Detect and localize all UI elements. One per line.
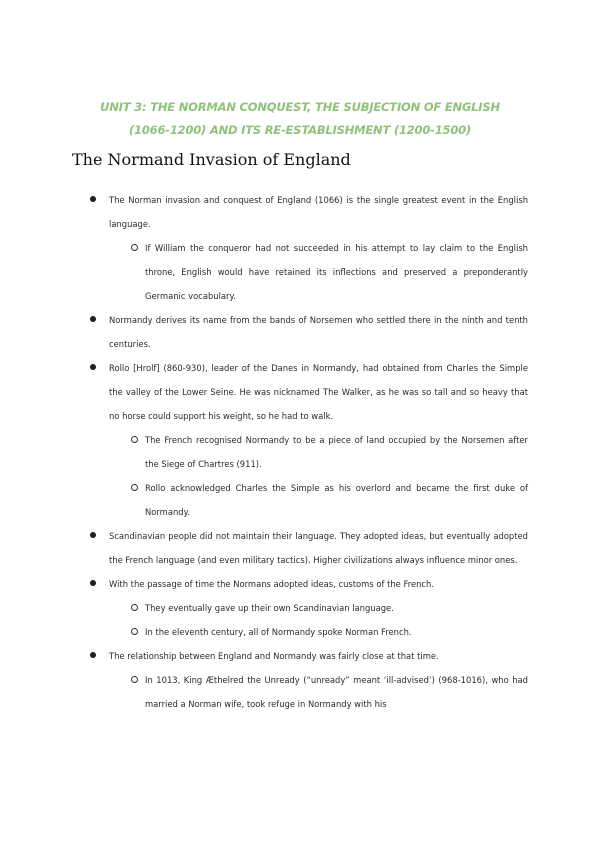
sub-list [90,596,528,644]
list-item-text: Scandinavian people did not maintain their language. They adopted ideas, but eventually adopted the French language (and even military tactics). Higher civilizations always influence minor ones. [109,531,528,565]
sub-list-item-text: In 1013, King Æthelred the Unready (“unready” meant ‘ill-advised’) (968-1016), who had married a Norman wife, took refuge in Normandy with his [145,675,528,709]
sub-list-item [109,236,528,308]
sub-list-item-text: Rollo acknowledged Charles the Simple as his overlord and became the first duke of Normandy. [145,483,528,517]
hollow-bullet-icon [131,676,138,683]
bullet-icon [90,316,96,322]
list-item [90,356,528,524]
list-item [90,188,528,308]
sub-list-item [109,620,528,644]
sub-list-item-text: In the eleventh century, all of Normandy spoke Norman French. [145,627,412,637]
bullet-list [90,188,528,716]
document-body [90,188,528,716]
bullet-icon [90,652,96,658]
bullet-icon [90,196,96,202]
list-item-text: The Norman invasion and conquest of England (1066) is the single greatest event in the English language. [109,195,528,229]
hollow-bullet-icon [131,436,138,443]
bullet-icon [90,532,96,538]
bullet-icon [90,364,96,370]
list-item [90,572,528,644]
list-item [90,524,528,572]
section-heading: The Normand Invasion of England [72,150,351,169]
sub-list-item-text: The French recognised Normandy to be a piece of land occupied by the Norsemen after the Siege of Chartres (911). [145,435,528,469]
hollow-bullet-icon [131,244,138,251]
unit-title [70,96,530,142]
list-item-text: The relationship between England and Normandy was fairly close at that time. [109,651,439,661]
list-item-text: Normandy derives its name from the bands of Norsemen who settled there in the ninth and tenth centuries. [109,315,528,349]
sub-list-item [109,596,528,620]
sub-list-item-text: They eventually gave up their own Scandinavian language. [145,603,394,613]
hollow-bullet-icon [131,604,138,611]
sub-list-item [109,428,528,476]
sub-list-item-text: If William the conqueror had not succeeded in his attempt to lay claim to the English throne, English would have retained its inflections and preserved a preponderantly Germanic vocabulary. [145,243,528,301]
sub-list [90,236,528,308]
bullet-icon [90,580,96,586]
hollow-bullet-icon [131,628,138,635]
list-item-text: Rollo [Hrolf] (860-930), leader of the Danes in Normandy, had obtained from Charles the Simple the valley of the Lower Seine. He was nicknamed The Walker, as he was so tall and so heavy that no horse could support his weight, so he had to walk. [109,363,528,421]
sub-list-item [109,668,528,716]
list-item-text: With the passage of time the Normans adopted ideas, customs of the French. [109,579,434,589]
unit-title-line-2: (1066-1200) AND ITS RE-ESTABLISHMENT (1200-1500) [128,123,471,137]
sub-list [90,668,528,716]
hollow-bullet-icon [131,484,138,491]
list-item [90,644,528,716]
sub-list-item [109,476,528,524]
list-item [90,308,528,356]
unit-title-line-1: UNIT 3: THE NORMAN CONQUEST, THE SUBJECTION OF ENGLISH [100,100,500,114]
sub-list [90,428,528,524]
